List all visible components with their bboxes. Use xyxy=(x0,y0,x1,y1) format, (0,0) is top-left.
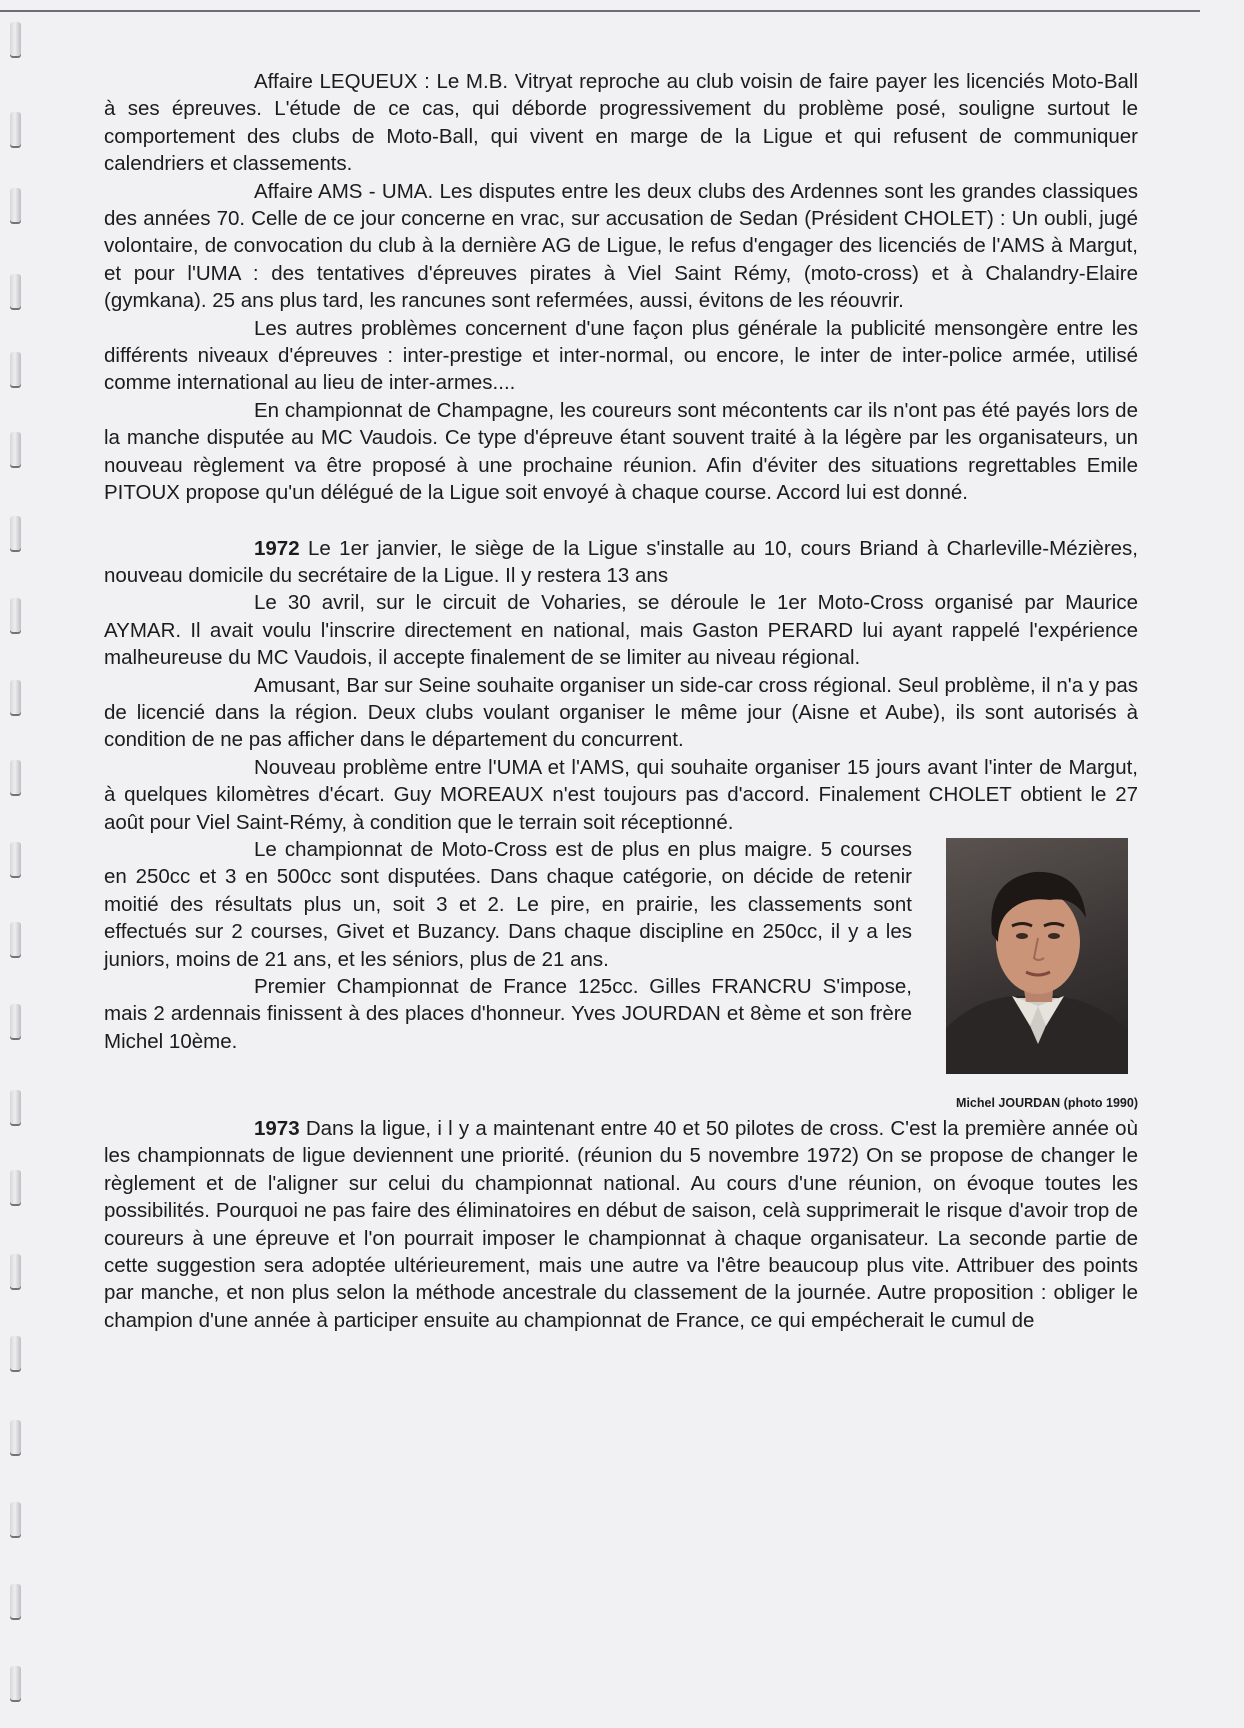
binding-hole xyxy=(10,432,21,466)
portrait-photo xyxy=(946,838,1128,1074)
binding-hole xyxy=(10,22,21,56)
binding-hole xyxy=(10,352,21,386)
binding-hole xyxy=(10,1502,21,1536)
paragraph-affaire-lequeux: Affaire LEQUEUX : Le M.B. Vitryat reproche au club voisin de faire payer les licenciés Moto-Ball à ses épreuves. L'étude de ce cas, qui déborde progressivement du problème posé, souligne surtout le comportement des clubs de Moto-Ball, qui vivent en marge de la Ligue et qui refusent de communiquer calendriers et classements. xyxy=(104,70,1138,176)
binding-holes xyxy=(8,0,28,1728)
paragraph-text: Le 1er janvier, le siège de la Ligue s'installe au 10, cours Briand à Charleville-Mézières, nouveau domicile du secrétaire de la Ligue. Il y restera 13 ans xyxy=(104,536,1138,587)
binding-hole xyxy=(10,1170,21,1204)
binding-hole xyxy=(10,516,21,550)
paragraph-1973 xyxy=(104,1115,1138,1334)
year-heading: 1972 xyxy=(254,536,300,560)
binding-hole xyxy=(10,1666,21,1700)
paragraph-uma-ams: Nouveau problème entre l'UMA et l'AMS, qui souhaite organiser 15 jours avant l'inter de Margut, à quelques kilomètres d'écart. Guy MOREAUX n'est toujours pas d'accord. Finalement CHOLET obtient le 27 août pour Viel Saint-Rémy, à condition que le terrain soit réceptionné. xyxy=(104,755,1138,834)
binding-hole xyxy=(10,112,21,146)
photo-figure xyxy=(938,838,1138,1111)
paragraph-championnat-moto-cross: Le championnat de Moto-Cross est de plus en plus maigre. 5 courses en 250cc et 3 en 500cc sont disputées. Dans chaque catégorie, on décide de retenir moitié des résultats plus un, soit 3 et 2. Le pire, en prairie, les classements sont effectués sur 2 courses, Givet et Buzancy. Dans chaque discipline en 250cc, il y a les juniors, moins de 21 ans, et les séniors, plus de 21 ans. xyxy=(104,837,912,971)
paragraph-bar-sur-seine: Amusant, Bar sur Seine souhaite organiser un side-car cross régional. Seul problème, il n'a y pas de licencié dans la région. Deux clubs voulant organiser le même jour (Aisne et Aube), ils sont autorisés à condition de ne pas afficher dans le département du concurrent. xyxy=(104,673,1138,752)
year-heading: 1973 xyxy=(254,1116,300,1140)
binding-hole xyxy=(10,1004,21,1038)
paragraph-voharies: Le 30 avril, sur le circuit de Voharies, se déroule le 1er Moto-Cross organisé par Maurice AYMAR. Il avait voulu l'inscrire directement en national, mais Gaston PERARD lui ayant rappelé l'expérience malheureuse du MC Vaudois, il accepte finalement de se limiter au niveau régional. xyxy=(104,591,1138,670)
top-edge-rule xyxy=(0,10,1200,12)
binding-hole xyxy=(10,922,21,956)
paragraph-championnat-champagne: En championnat de Champagne, les coureurs sont mécontents car ils n'ont pas été payés lors de la manche disputée au MC Vaudois. Ce type d'épreuve étant souvent traité à la légère par les organisateurs, un nouveau règlement va être proposé à une prochaine réunion. Afin d'éviter des situations regrettables Emile PITOUX propose qu'un délégué de la Ligue soit envoyé à chaque course. Accord lui est donné. xyxy=(104,398,1138,505)
binding-hole xyxy=(10,1584,21,1618)
binding-hole xyxy=(10,842,21,876)
binding-hole xyxy=(10,1336,21,1370)
document-body xyxy=(104,68,1138,1334)
paragraph-1972-intro xyxy=(104,535,1138,590)
paragraph-text: Dans la ligue, i l y a maintenant entre 40 et 50 pilotes de cross. C'est la première année où les championnats de ligue deviennent une priorité. (réunion du 5 novembre 1972) On se propose de changer le règlement et de l'aligner sur celui du championnat national. Au cours d'une réunion, on évoque toutes les possibilités. Pourquoi ne pas faire des éliminatoires en début de saison, celà supprimerait le risque d'avoir trop de coureurs à une épreuve et l'on pourrait imposer le championnat à chaque organisateur. La seconde partie de cette suggestion sera adoptée ultérieurement, mais une autre va l'être beaucoup plus vite. Attribuer des points par manche, et non plus selon la méthode ancestrale du classement de la journée. Autre proposition : obliger le champion d'une année à participer ensuite au championnat de France, ce qui empécherait le cumul de xyxy=(104,1116,1138,1332)
binding-hole xyxy=(10,1420,21,1454)
binding-hole xyxy=(10,1254,21,1288)
binding-hole xyxy=(10,760,21,794)
paragraph-publicite: Les autres problèmes concernent d'une façon plus générale la publicité mensongère entre les différents niveaux d'épreuves : inter-prestige et inter-normal, ou encore, le inter de inter-police armée, utilisé comme international au lieu de inter-armes.... xyxy=(104,316,1138,395)
photo-caption: Michel JOURDAN (photo 1990) xyxy=(956,1095,1138,1110)
binding-hole xyxy=(10,1090,21,1124)
paragraph-affaire-ams-uma: Affaire AMS - UMA. Les disputes entre les deux clubs des Ardennes sont les grandes classiques des années 70. Celle de ce jour concerne en vrac, sur accusation de Sedan (Président CHOLET) : Un oubli, jugé volontaire, de convocation du club à la dernière AG de Ligue, le refus d'engager des licenciés de l'AMS à Margut, et pour l'UMA : des tentatives d'épreuves pirates à Viel Saint Rémy, (moto-cross) et à Chalandry-Elaire (gymkana). 25 ans plus tard, les rancunes sont refermées, aussi, évitons de les réouvrir. xyxy=(104,179,1138,313)
binding-hole xyxy=(10,188,21,222)
paragraph-championnat-france-125: Premier Championnat de France 125cc. Gilles FRANCRU S'impose, mais 2 ardennais finissent à des places d'honneur. Yves JOURDAN et 8ème et son frère Michel 10ème. xyxy=(104,975,912,1053)
binding-hole xyxy=(10,598,21,632)
binding-hole xyxy=(10,274,21,308)
binding-hole xyxy=(10,680,21,714)
